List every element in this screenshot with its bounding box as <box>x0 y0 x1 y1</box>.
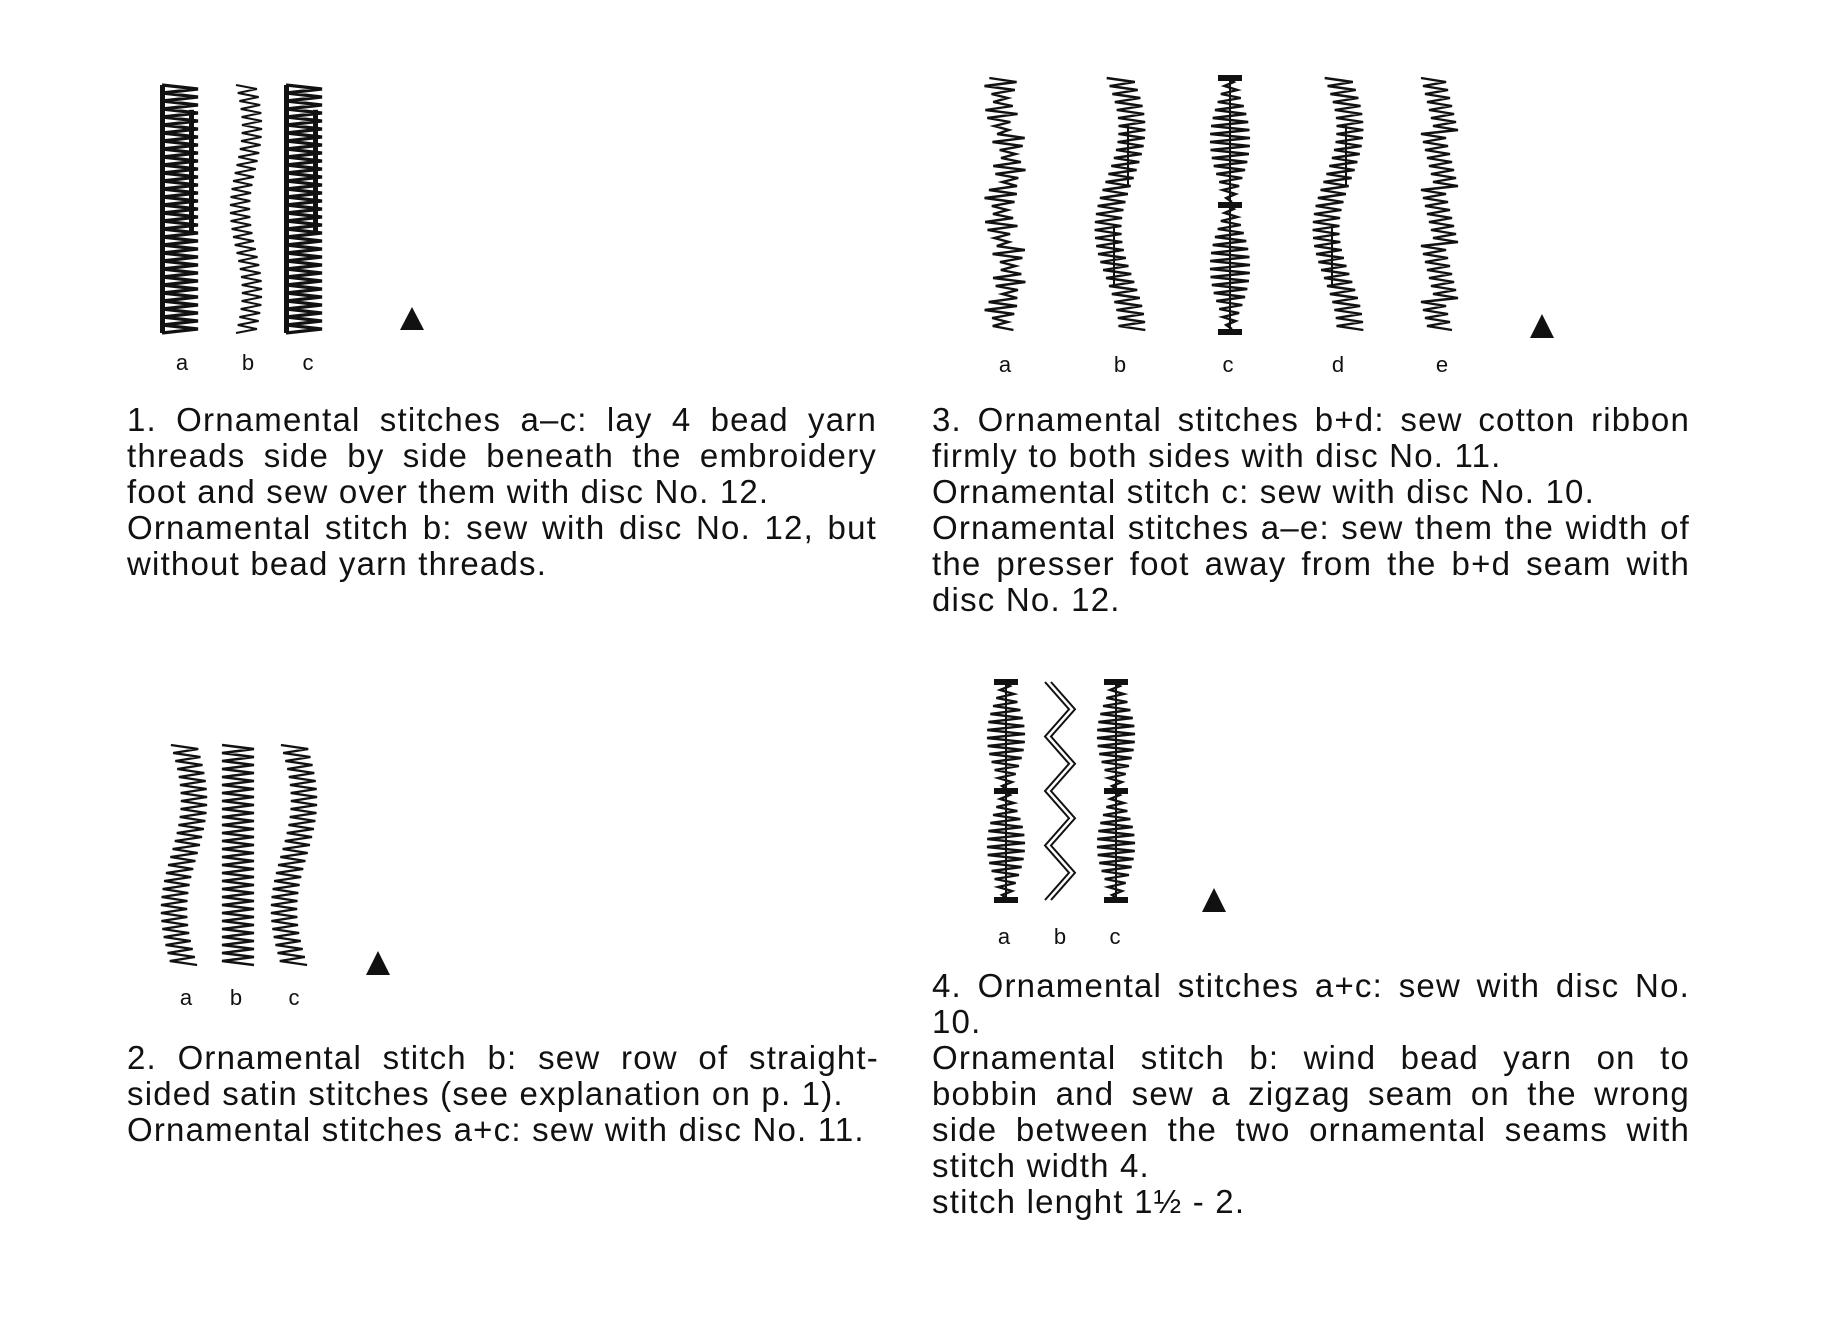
stitch-column-3c <box>1210 75 1250 335</box>
stitch-letter: c <box>302 350 314 375</box>
caption-4: 4. Ornamental stitches a+c: sew with disc No. 10. Ornamental stitch b: wind bead yarn on to bobbin and sew a zigzag seam on the wrong side between the two ornamental seams with stitch width 4. stitch lenght 1½ - 2. <box>932 967 1690 1220</box>
stitch-letter: c <box>288 985 300 1010</box>
stitch-letter: a <box>179 985 193 1010</box>
stitch-letters-4 <box>960 924 1160 954</box>
stitch-illustration-2 <box>150 735 450 995</box>
stitch-column-3a <box>984 78 1025 330</box>
stitch-column-3e <box>1421 78 1458 330</box>
stitch-letter: e <box>1435 352 1449 377</box>
stitch-column-4b <box>1045 682 1075 900</box>
stitch-illustration-1 <box>150 75 450 355</box>
stitch-column-1a <box>160 85 198 333</box>
stitch-illustration-4 <box>960 672 1260 922</box>
stitch-column-3d <box>1313 78 1364 330</box>
arrow-up-icon <box>400 307 424 330</box>
stitch-letter: b <box>1053 924 1067 949</box>
stitch-letter: a <box>175 350 189 375</box>
stitch-letter: b <box>229 985 243 1010</box>
stitch-column-2a <box>161 745 207 965</box>
arrow-up-icon <box>1530 314 1554 338</box>
stitch-letter: a <box>997 924 1011 949</box>
stitch-letter: a <box>998 352 1012 377</box>
stitch-illustration-3 <box>960 70 1560 360</box>
stitch-column-4c <box>1097 679 1135 903</box>
stitch-letters-1 <box>150 350 350 380</box>
caption-2: 2. Ornamental stitch b: sew row of straight-sided satin stitches (see explanation on p. 1). Ornamental stitches a+c: sew with disc No. 11. <box>127 1039 879 1148</box>
stitch-column-2c <box>271 745 317 965</box>
stitch-column-1b <box>230 85 262 333</box>
stitch-letter: c <box>1222 352 1234 377</box>
arrow-up-icon <box>366 951 390 975</box>
stitch-column-1c <box>284 85 322 333</box>
stitch-letter: b <box>241 350 255 375</box>
arrow-up-icon <box>1202 888 1226 912</box>
stitch-letter: b <box>1113 352 1127 377</box>
caption-1: 1. Ornamental stitches a–c: lay 4 bead yarn threads side by side beneath the embroidery foot and sew over them with disc No. 12. Ornamental stitch b: sew with disc No. 12, but without bead yarn threads. <box>127 401 877 582</box>
stitch-letters-2 <box>150 985 350 1015</box>
stitch-column-4a <box>987 679 1025 903</box>
caption-3: 3. Ornamental stitches b+d: sew cotton ribbon firmly to both sides with disc No. 11. Ornamental stitch c: sew with disc No. 10. Ornamental stitches a–e: sew them the width of the presser foot away from the b+d seam with disc No. 12. <box>932 401 1690 618</box>
stitch-letter: c <box>1109 924 1121 949</box>
stitch-column-2b <box>222 745 254 965</box>
stitch-column-3b <box>1095 78 1146 330</box>
stitch-letters-3 <box>960 352 1480 382</box>
stitch-letter: d <box>1331 352 1345 377</box>
